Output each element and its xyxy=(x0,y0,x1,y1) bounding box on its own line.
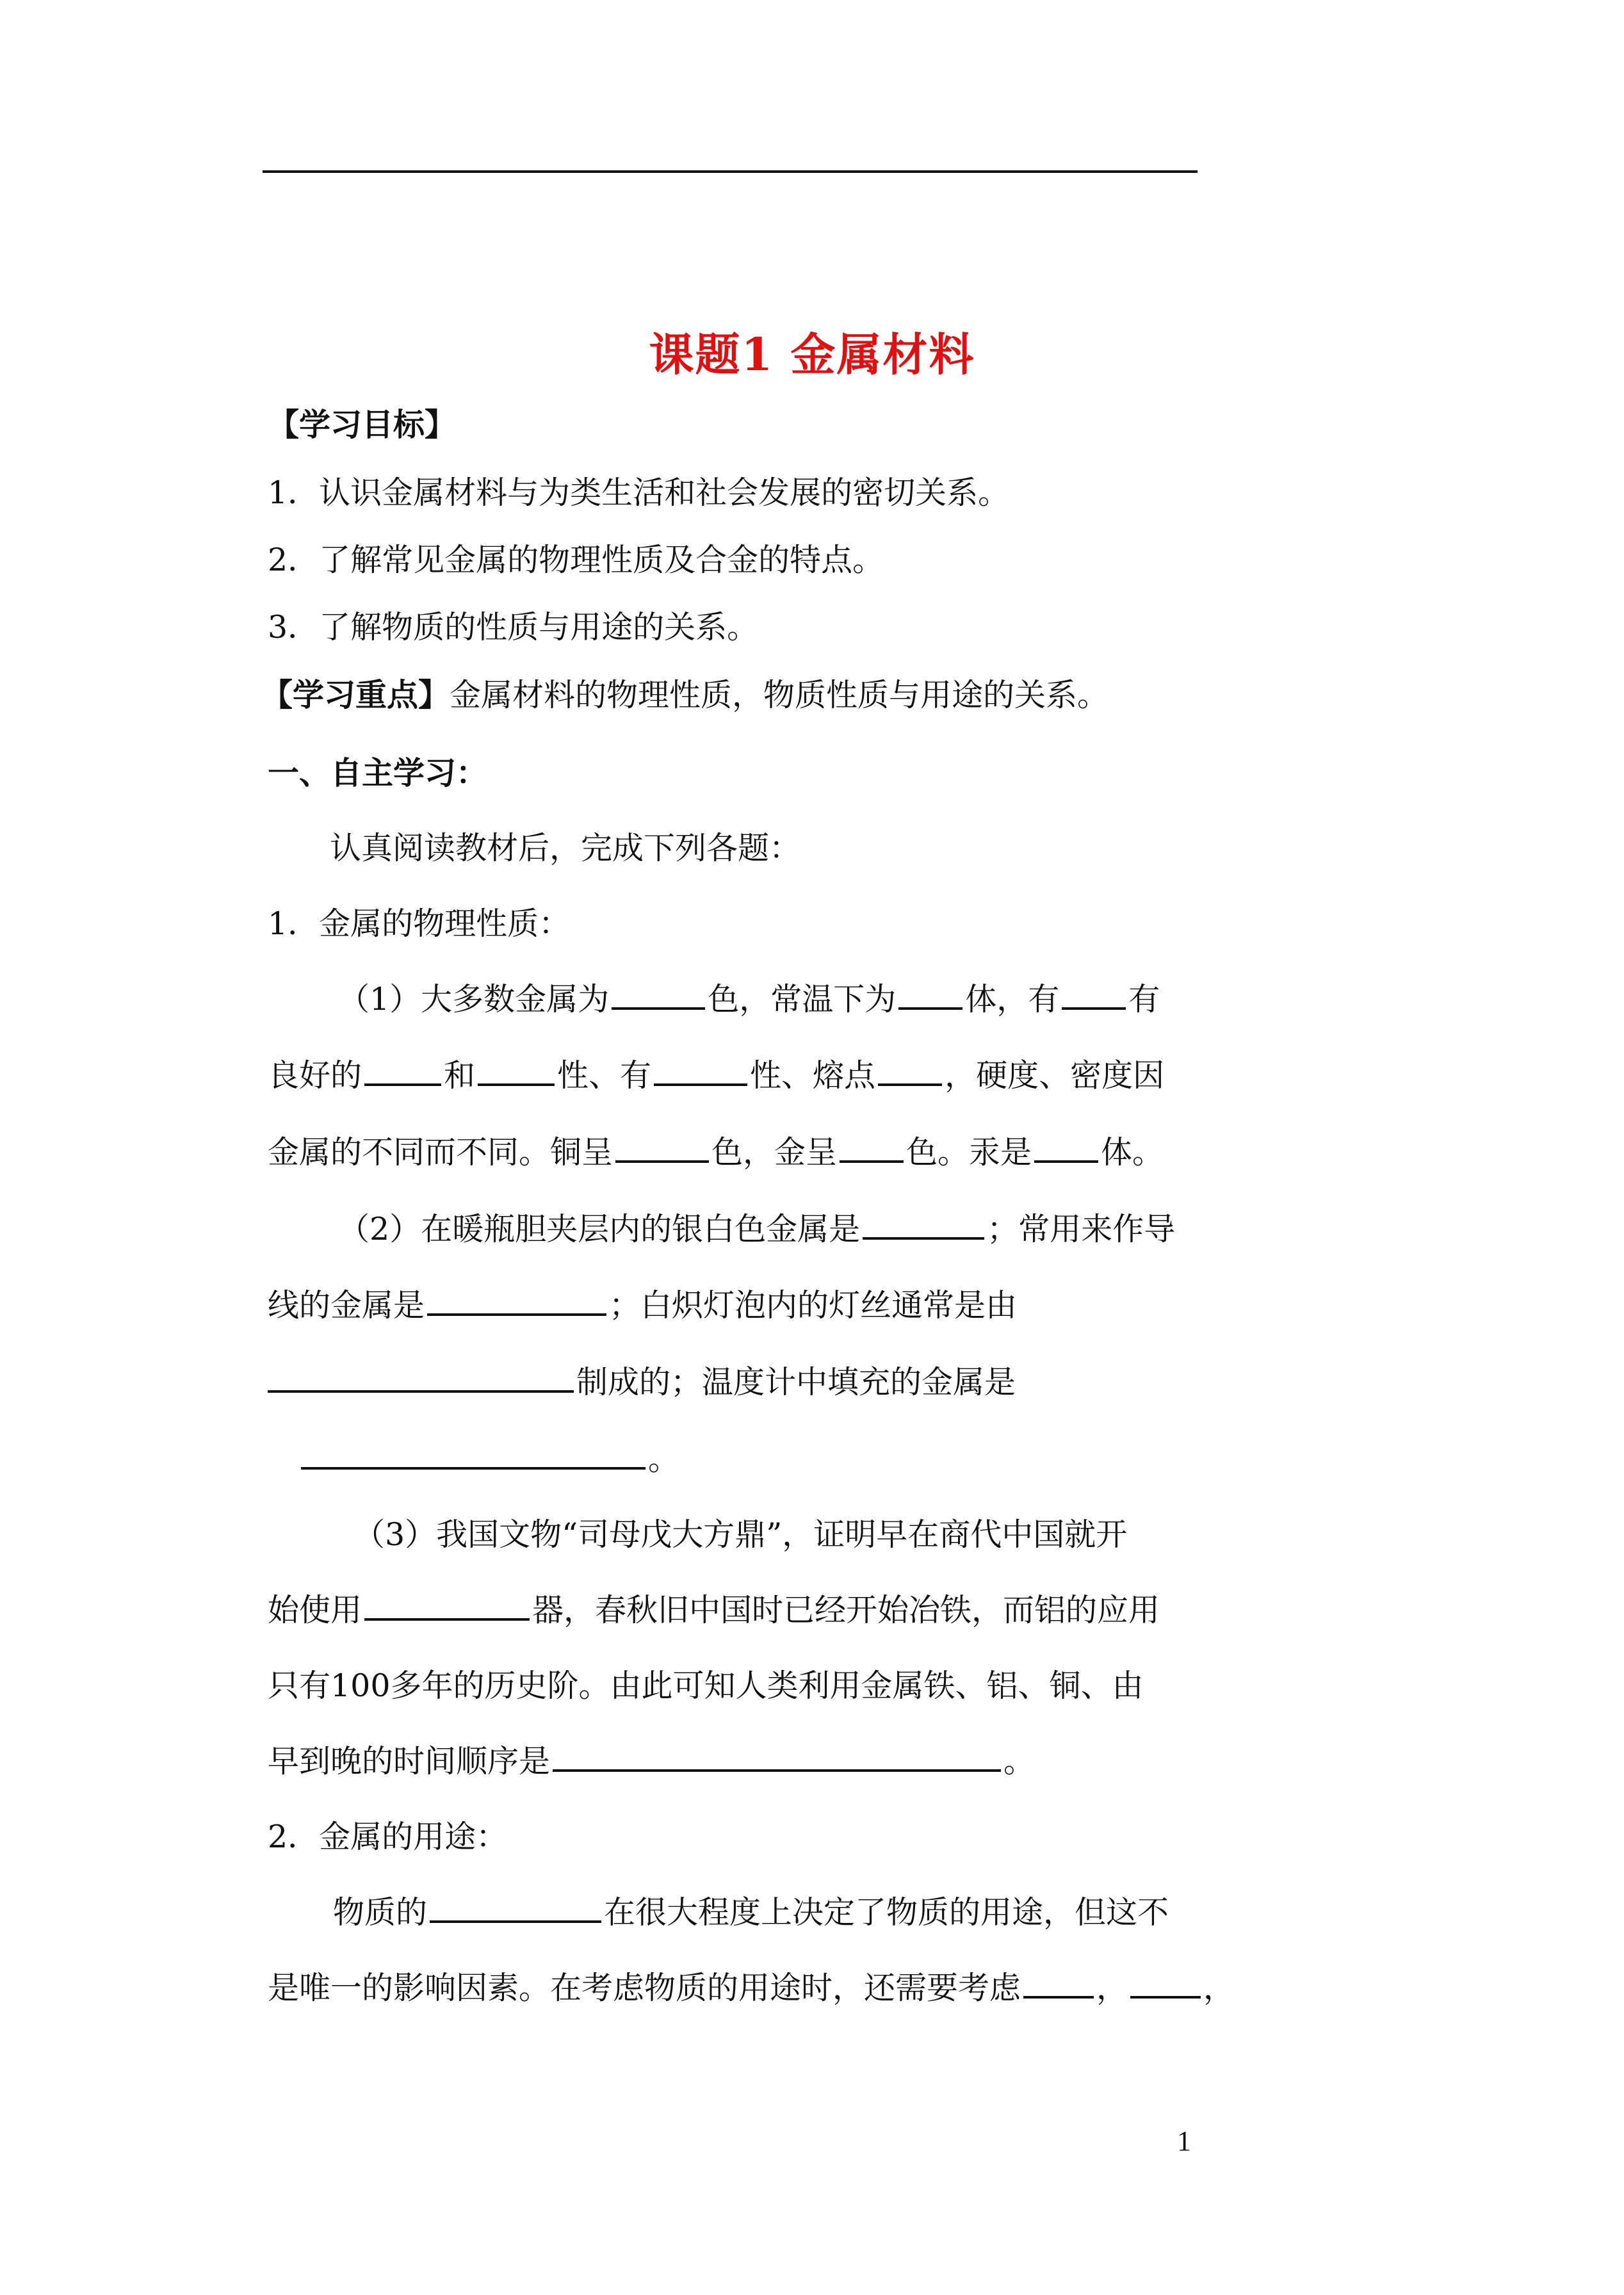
blank xyxy=(612,978,705,1010)
focus-line xyxy=(261,672,1108,718)
q1-1-text-l: 色。汞是 xyxy=(906,1134,1032,1171)
q1-1-text-a: （1）大多数金属为 xyxy=(338,981,610,1018)
focus-text: 金属材料的物理性质，物质性质与用途的关系。 xyxy=(450,677,1109,713)
q1-3-text-b: 始使用 xyxy=(268,1592,362,1628)
blank xyxy=(478,1054,555,1086)
page-title: 课题1 金属材料 xyxy=(649,328,975,381)
header-rule xyxy=(263,170,1198,173)
q1-2-line3 xyxy=(268,1360,1016,1405)
blank xyxy=(430,1891,601,1923)
q1-3-text-e: 早到晚的时间顺序是 xyxy=(268,1743,551,1780)
q2-text-b: 在很大程度上决定了物质的用途，但这不 xyxy=(604,1894,1169,1931)
blank xyxy=(1130,1967,1201,1999)
q1-1-text-d: 有 xyxy=(1128,981,1160,1018)
q1-1-text-f: 和 xyxy=(444,1057,476,1094)
blank xyxy=(654,1054,747,1086)
blank xyxy=(878,1054,942,1086)
q1-2-text-f: 。 xyxy=(648,1441,680,1477)
section-1-heading: 一、自主学习： xyxy=(268,754,488,791)
q2-text-a: 物质的 xyxy=(333,1894,428,1931)
q1-2-text-c: 线的金属是 xyxy=(268,1287,425,1324)
blank xyxy=(898,978,962,1010)
q1-3-line4 xyxy=(268,1739,1035,1784)
q1-1-text-e: 良好的 xyxy=(268,1057,362,1094)
blank xyxy=(553,1740,1001,1772)
focus-heading: 【学习重点】 xyxy=(261,676,450,713)
blank xyxy=(1034,1131,1098,1163)
q1-1-text-j: 金属的不同而不同。铜呈 xyxy=(268,1134,613,1171)
q1-heading: 1．金属的物理性质： xyxy=(268,905,571,942)
q2-text-c: 是唯一的影响因素。在考虑物质的用途时，还需要考虑 xyxy=(268,1970,1021,2006)
blank xyxy=(840,1131,904,1163)
q1-2-line1 xyxy=(338,1207,1175,1252)
q1-1-text-c: 体，有 xyxy=(965,981,1060,1018)
q1-2-text-a: （2）在暖瓶胆夹层内的银白色金属是 xyxy=(338,1211,861,1247)
blank xyxy=(1062,978,1126,1010)
q1-1-text-g: 性、有 xyxy=(557,1057,652,1094)
q2-heading: 2．金属的用途： xyxy=(268,1819,508,1855)
blank xyxy=(301,1438,646,1470)
blank xyxy=(427,1284,606,1316)
q1-3-line1: （3）我国文物“司母戊大方鼎”，证明早在商代中国就开 xyxy=(353,1516,1128,1553)
q1-1-line1 xyxy=(338,977,1160,1022)
blank xyxy=(364,1589,530,1621)
objective-1: 1．认识金属材料与为类生活和社会发展的密切关系。 xyxy=(268,474,1010,511)
q1-2-line2 xyxy=(268,1283,1017,1328)
blank xyxy=(364,1054,441,1086)
q1-2-text-b: ；常用来作导 xyxy=(987,1211,1176,1247)
q2-text-e: ， xyxy=(1203,1970,1235,2006)
q1-3-text-f: 。 xyxy=(1003,1743,1035,1780)
section-1-intro: 认真阅读教材后，完成下列各题： xyxy=(330,830,801,866)
q1-2-text-e: 制成的；温度计中填充的金属是 xyxy=(576,1364,1016,1400)
q1-1-text-k: 色，金呈 xyxy=(711,1134,838,1171)
q1-1-text-h: 性、熔点 xyxy=(750,1057,876,1094)
q1-1-line3 xyxy=(268,1130,1164,1175)
q1-2-line4 xyxy=(301,1437,679,1482)
q2-line2 xyxy=(268,1966,1235,2011)
q1-2-text-d: ；白炽灯泡内的灯丝通常是由 xyxy=(609,1287,1018,1324)
objectives-heading: 【学习目标】 xyxy=(268,406,457,443)
q1-3-line2 xyxy=(268,1588,1160,1633)
q1-3-line3: 只有100多年的历史阶。由此可知人类利用金属铁、铝、铜、由 xyxy=(268,1667,1144,1704)
page-number: 1 xyxy=(1177,2125,1191,2157)
q2-line1 xyxy=(333,1890,1169,1935)
blank xyxy=(863,1208,984,1240)
q1-1-text-i: ，硬度、密度因 xyxy=(945,1057,1165,1094)
objective-2: 2．了解常见金属的物理性质及合金的特点。 xyxy=(268,542,884,578)
q2-text-d: ， xyxy=(1096,1970,1128,2006)
blank xyxy=(268,1361,574,1393)
q1-1-text-m: 体。 xyxy=(1101,1134,1164,1171)
q1-1-text-b: 色，常温下为 xyxy=(708,981,897,1018)
q1-1-line2 xyxy=(268,1053,1164,1098)
blank xyxy=(615,1131,709,1163)
blank xyxy=(1023,1967,1094,1999)
objective-3: 3．了解物质的性质与用途的关系。 xyxy=(268,609,759,645)
q1-3-text-c: 器，春秋旧中国时已经开始冶铁，而铝的应用 xyxy=(532,1592,1160,1628)
